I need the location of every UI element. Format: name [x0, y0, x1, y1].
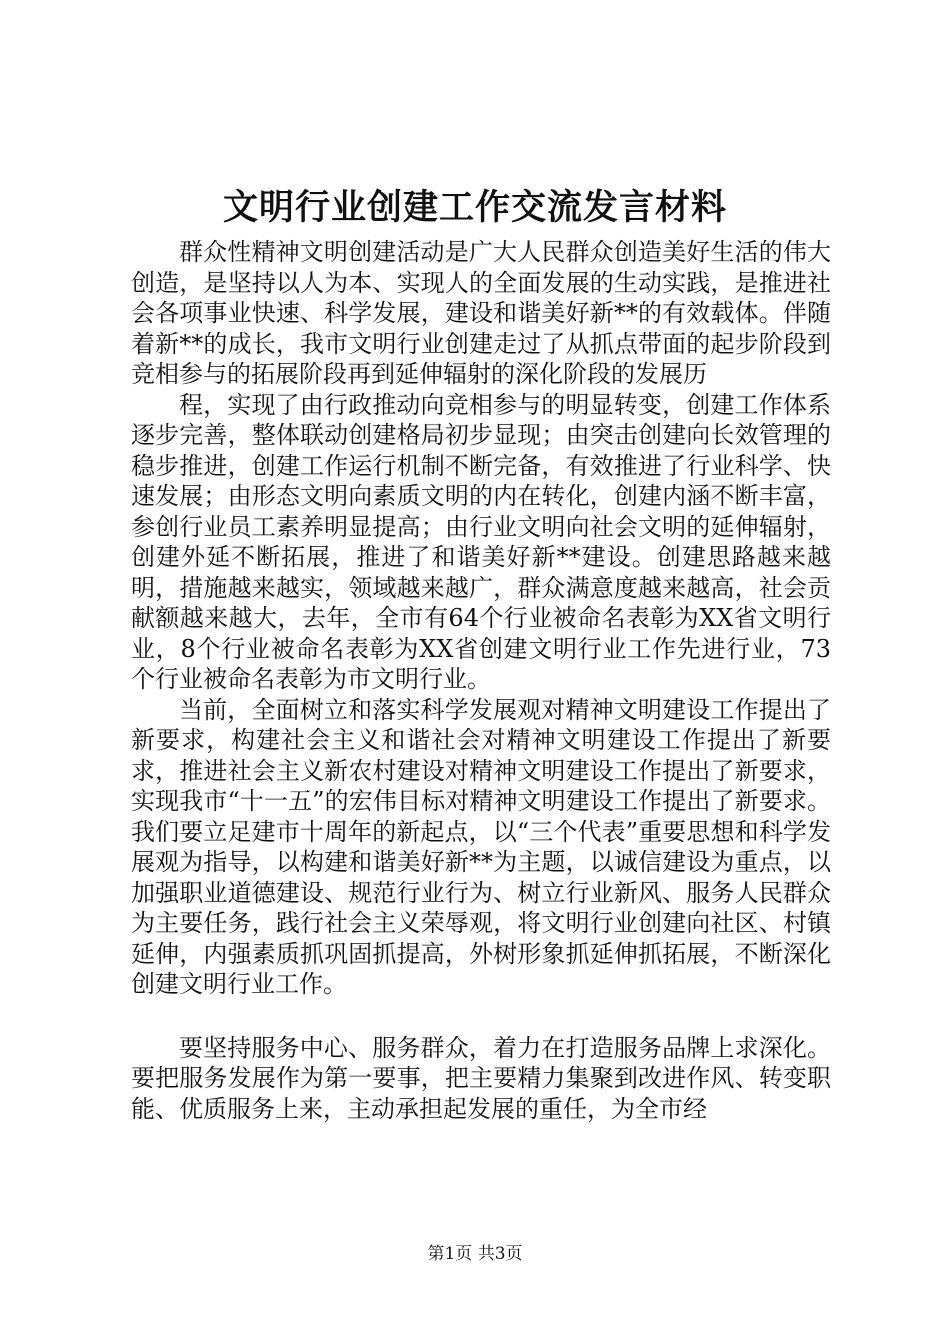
- paragraph-service: 要坚持服务中心、服务群众，着力在打造服务品牌上求深化。要把服务发展作为第一要事，把主要精力集聚到改进作风、转变职能、优质服务上来，主动承担起发展的重任，为全市经: [131, 1033, 831, 1123]
- paragraph-achievements: 程，实现了由行政推动向竞相参与的明显转变，创建工作体系逐步完善，整体联动创建格局初步显现；由突击创建向长效管理的稳步推进，创建工作运行机制不断完备，有效推进了行业科学、快速发展；由形态文明向素质文明的内在转化，创建内涵不断丰富，参创行业员工素养明显提高；由行业文明向社会文明的延伸辐射，创建外延不断拓展，推进了和谐美好新**建设。创建思路越来越明，措施越来越实，领域越来越广，群众满意度越来越高，社会贡献额越来越大，去年，全市有64个行业被命名表彰为XX省文明行业，8个行业被命名表彰为XX省创建文明行业工作先进行业，73个行业被命名表彰为市文明行业。: [131, 390, 831, 693]
- document-body: [131, 237, 831, 1124]
- paragraph-intro: 群众性精神文明创建活动是广大人民群众创造美好生活的伟大创造，是坚持以人为本、实现人的全面发展的生动实践，是推进社会各项事业快速、科学发展，建设和谐美好新**的有效载体。伴随着新**的成长，我市文明行业创建走过了从抓点带面的起步阶段到竞相参与的拓展阶段再到延伸辐射的深化阶段的发展历: [131, 238, 831, 388]
- page-footer: 第1页 共3页: [427, 1244, 523, 1264]
- document-title: 文明行业创建工作交流发言材料: [222, 188, 727, 228]
- paragraph-current-tasks: 当前，全面树立和落实科学发展观对精神文明建设工作提出了新要求，构建社会主义和谐社会对精神文明建设工作提出了新要求，推进社会主义新农村建设对精神文明建设工作提出了新要求，实现我市“十一五”的宏伟目标对精神文明建设工作提出了新要求。我们要立足建市十周年的新起点，以“三个代表”重要思想和科学发展观为指导，以构建和谐美好新**为主题，以诚信建设为重点，以加强职业道德建设、规范行业行为、树立行业新风、服务人民群众为主要任务，践行社会主义荣辱观，将文明行业创建向社区、村镇延伸，内强素质抓巩固抓提高，外树形象抓延伸抓拓展，不断深化创建文明行业工作。: [131, 695, 831, 998]
